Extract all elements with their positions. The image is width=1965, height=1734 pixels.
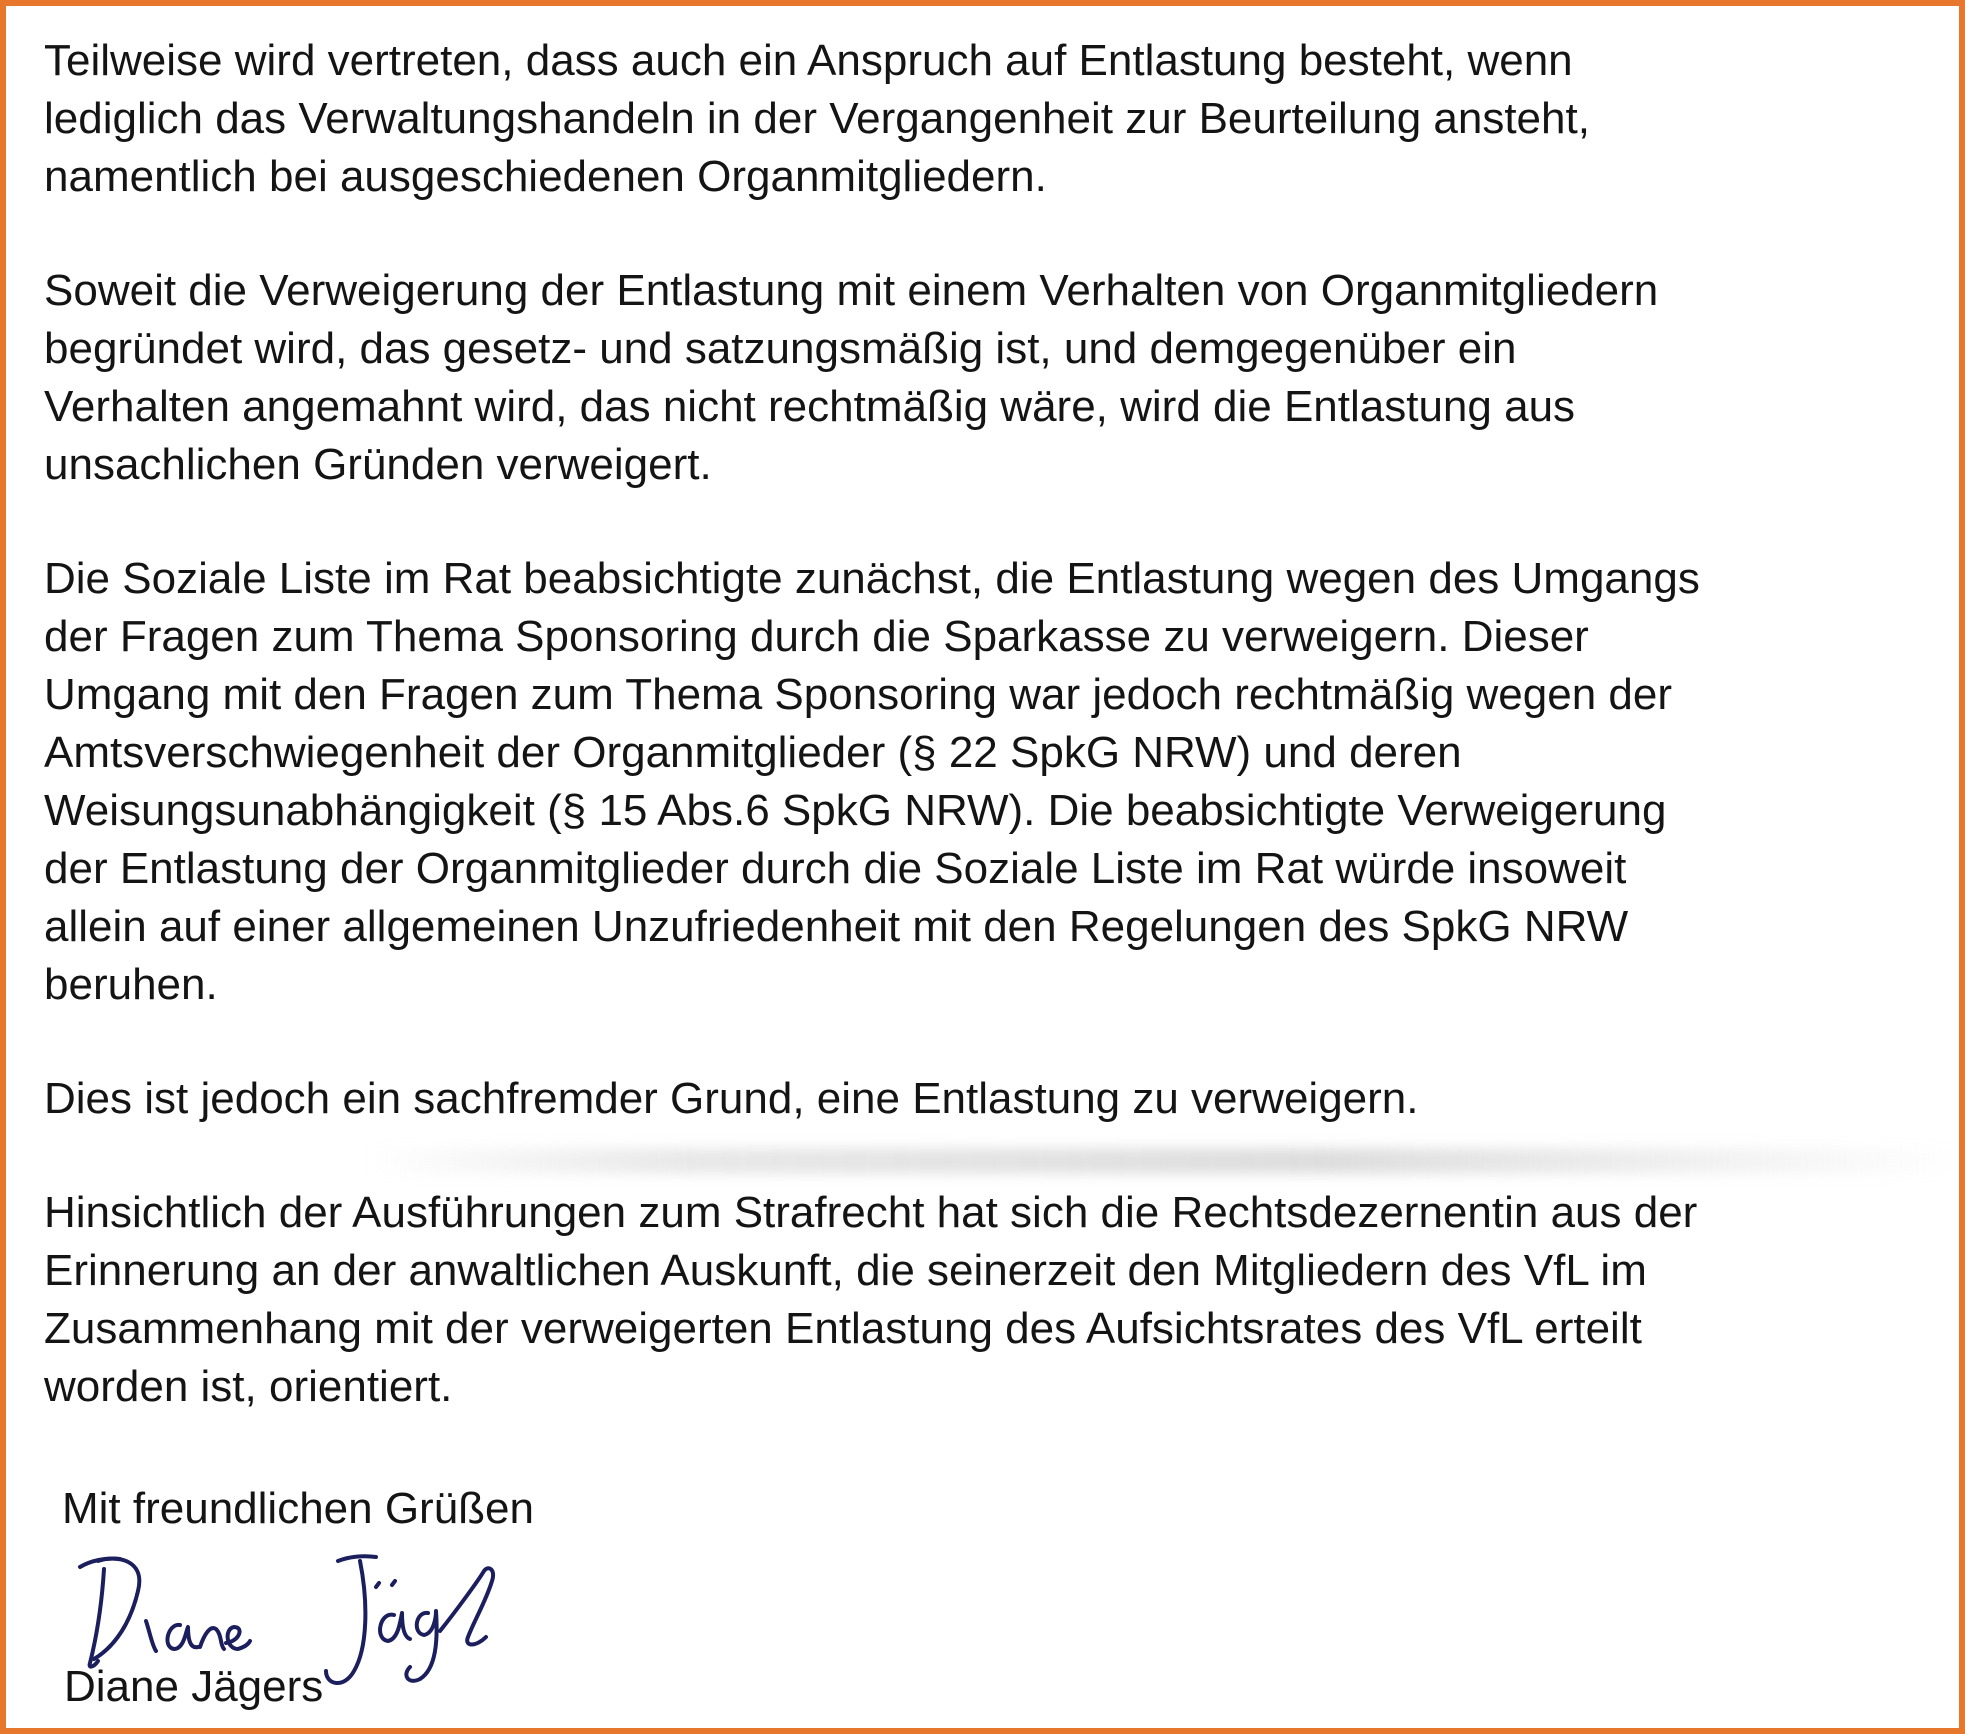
- closing-salutation: Mit freundlichen Grüßen: [62, 1484, 534, 1533]
- paragraph-line: Amtsverschwiegenheit der Organmitglieder (§ 22 SpkG NRW) und deren: [44, 728, 1462, 777]
- paragraph-line: beruhen.: [44, 960, 218, 1009]
- paragraph-line: Weisungsunabhängigkeit (§ 15 Abs.6 SpkG NRW). Die beabsichtigte Verweigerung: [44, 786, 1667, 835]
- paragraph-line: Teilweise wird vertreten, dass auch ein Anspruch auf Entlastung besteht, wenn: [44, 36, 1573, 85]
- paragraph-line: Hinsichtlich der Ausführungen zum Strafrecht hat sich die Rechtsdezernentin aus der: [44, 1188, 1698, 1237]
- paragraph-line: begründet wird, das gesetz- und satzungsmäßig ist, und demgegenüber ein: [44, 324, 1517, 373]
- paragraph-1: [44, 32, 1944, 206]
- paragraph-line: lediglich das Verwaltungshandeln in der Vergangenheit zur Beurteilung ansteht,: [44, 94, 1590, 143]
- paragraph-line: namentlich bei ausgeschiedenen Organmitgliedern.: [44, 152, 1047, 201]
- paragraph-line: der Entlastung der Organmitglieder durch die Soziale Liste im Rat würde insoweit: [44, 844, 1627, 893]
- paragraph-line: Verhalten angemahnt wird, das nicht rechtmäßig wäre, wird die Entlastung aus: [44, 382, 1576, 431]
- paragraph-line: Die Soziale Liste im Rat beabsichtigte zunächst, die Entlastung wegen des Umgangs: [44, 554, 1700, 603]
- paragraph-line: Erinnerung an der anwaltlichen Auskunft, die seinerzeit den Mitgliedern des VfL im: [44, 1246, 1647, 1295]
- paragraph-line: Zusammenhang mit der verweigerten Entlastung des Aufsichtsrates des VfL erteilt: [44, 1304, 1642, 1353]
- paragraph-5: [44, 1184, 1944, 1416]
- paragraph-line: Dies ist jedoch ein sachfremder Grund, eine Entlastung zu verweigern.: [44, 1074, 1419, 1123]
- letter-body: [44, 32, 1944, 1472]
- paragraph-line: unsachlichen Gründen verweigert.: [44, 440, 712, 489]
- paragraph-line: Umgang mit den Fragen zum Thema Sponsoring war jedoch rechtmäßig wegen der: [44, 670, 1672, 719]
- paragraph-line: allein auf einer allgemeinen Unzufriedenheit mit den Regelungen des SpkG NRW: [44, 902, 1629, 951]
- signer-name: Diane Jägers: [64, 1662, 324, 1711]
- paragraph-3: [44, 550, 1944, 1014]
- paragraph-4: [44, 1070, 1944, 1128]
- paragraph-line: Soweit die Verweigerung der Entlastung mit einem Verhalten von Organmitgliedern: [44, 266, 1659, 315]
- paragraph-line: der Fragen zum Thema Sponsoring durch die Sparkasse zu verweigern. Dieser: [44, 612, 1589, 661]
- paragraph-2: [44, 262, 1944, 494]
- paragraph-line: worden ist, orientiert.: [44, 1362, 453, 1411]
